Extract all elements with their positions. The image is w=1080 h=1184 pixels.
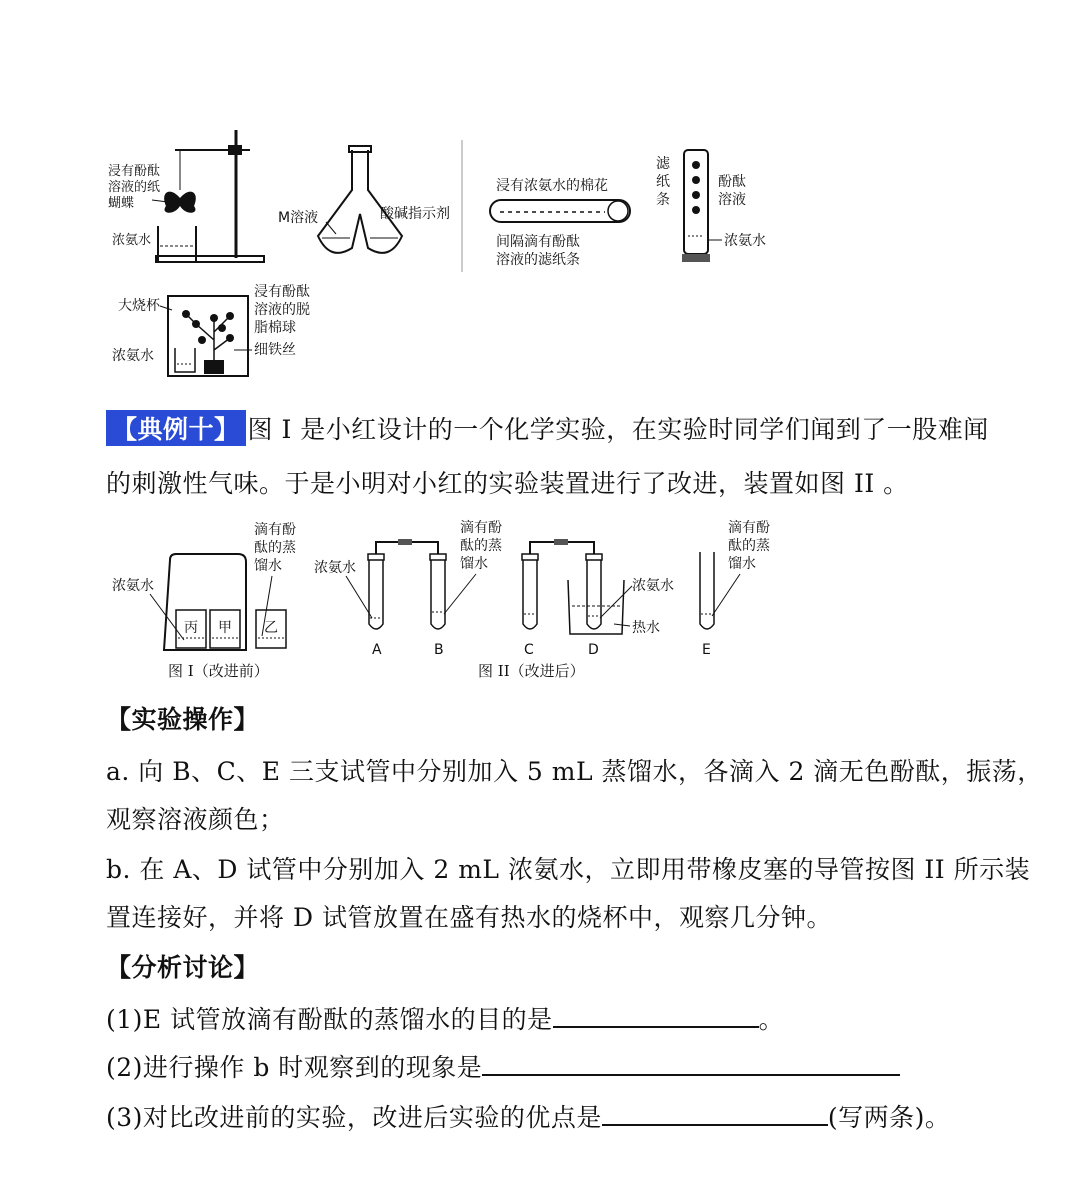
answer-blank-2[interactable]: [482, 1056, 900, 1076]
paper-butterfly-icon: [164, 192, 196, 213]
fig1-top-label-3: 馏水: [254, 558, 282, 574]
butterfly-beaker-label: 浓氨水: [112, 233, 152, 248]
answer-blank-3[interactable]: [602, 1106, 828, 1126]
question-2-text: (2)进行操作 b 时观察到的现象是: [106, 1053, 483, 1082]
example-line-1: [106, 410, 989, 446]
question-1-text: (1)E 试管放滴有酚酞的蒸馏水的目的是: [106, 1005, 553, 1034]
cup-label-yi: 乙: [264, 620, 278, 636]
example-badge: 【典例十】: [106, 410, 246, 446]
figure-1: [112, 522, 296, 680]
filter-strip-label-2: 溶液的滤纸条: [496, 252, 580, 268]
tube-label-c: C: [524, 642, 534, 658]
fig1-top-label-1: 滴有酚: [254, 522, 296, 538]
tube-label-e: E: [702, 642, 711, 658]
question-2: [106, 1048, 900, 1084]
big-beaker-label: 大烧杯: [118, 298, 160, 314]
horizontal-tube-apparatus: [490, 177, 630, 268]
filter-label-2: 纸: [656, 174, 670, 190]
tube-label-b: B: [434, 642, 444, 658]
hot-water-label: 热水: [632, 620, 660, 636]
tube-label-a: A: [372, 642, 382, 658]
fig2-b-label-1: 滴有酚: [460, 520, 502, 536]
cup-yi: [256, 610, 286, 648]
operation-a-line-2: 观察溶液颜色；: [106, 805, 285, 834]
tube-e-label-3: 馏水: [728, 556, 756, 572]
filter-strip-label-1: 间隔滴有酚酞: [496, 234, 580, 250]
tube-e-figure: [700, 520, 770, 658]
y-flask-apparatus: [278, 146, 450, 253]
operation-b-line-1: b. 在 A、D 试管中分别加入 2 mL 浓氨水，立即用带橡皮塞的导管按图 II 所示装: [106, 855, 1031, 884]
phenol-label-2: 溶液: [718, 192, 746, 208]
phenol-label-1: 酚酞: [718, 174, 746, 190]
butterfly-label-1: 浸有酚酞: [108, 164, 161, 179]
question-3-text: (3)对比改进前的实验，改进后实验的优点是: [106, 1103, 602, 1132]
cotton-ball-label-3: 脂棉球: [254, 320, 296, 336]
example-text-1: 图 I 是小红设计的一个化学实验，在实验时同学们闻到了一股难闻: [247, 415, 989, 444]
wire-label: 细铁丝: [254, 342, 296, 358]
operations-heading: 【实验操作】: [106, 705, 260, 734]
fig2-b-label-2: 酞的蒸: [460, 538, 502, 554]
top-figures: [0, 0, 1080, 400]
fig2-ammonia-right: 浓氨水: [632, 578, 674, 594]
cotton-ball-label-1: 浸有酚酞: [254, 284, 310, 300]
question-1-suffix: 。: [758, 1005, 785, 1034]
fig1-ammonia-label: 浓氨水: [112, 578, 154, 594]
cup-label-jia: 甲: [218, 620, 232, 636]
cup-jia: [210, 610, 240, 648]
operation-a-line-1: a. 向 B、C、E 三支试管中分别加入 5 mL 蒸馏水，各滴入 2 滴无色酚酞，振荡，: [106, 757, 1043, 786]
cotton-ammonia-label: 浸有浓氨水的棉花: [496, 178, 608, 194]
butterfly-apparatus: [108, 130, 264, 262]
discussion-heading: 【分析讨论】: [106, 953, 260, 982]
fig2-caption: 图 II（改进后）: [478, 662, 585, 680]
cup-bing: [176, 610, 206, 648]
filter-label-3: 条: [656, 192, 670, 208]
hot-water-beaker: [568, 580, 624, 634]
fig2-b-label-3: 馏水: [460, 556, 488, 572]
tube-e-label-1: 滴有酚: [728, 520, 770, 536]
question-1: [106, 1000, 784, 1036]
tube-c: [522, 554, 538, 658]
comparison-figures: [0, 510, 1080, 690]
figure-2: [314, 520, 674, 680]
tree-apparatus: [112, 283, 310, 376]
operation-b-line-2: 置连接好，并将 D 试管放置在盛有热水的烧杯中，观察几分钟。: [106, 903, 832, 932]
tube-a: [368, 554, 384, 658]
tree-ammonia-label: 浓氨水: [112, 348, 154, 364]
m-solution-label: M溶液: [278, 210, 319, 226]
example-line-2: 的刺激性气味。于是小明对小红的实验装置进行了改进，装置如图 II 。: [106, 469, 909, 498]
fig1-caption: 图 I（改进前）: [168, 662, 269, 680]
butterfly-label-3: 蝴蝶: [108, 196, 135, 211]
tube-e-label-2: 酞的蒸: [728, 538, 770, 554]
filter-label-1: 滤: [656, 156, 670, 172]
vertical-ammonia-label: 浓氨水: [724, 233, 766, 249]
tube-b: [430, 554, 446, 658]
cotton-icon: [608, 201, 628, 221]
butterfly-label-2: 溶液的纸: [108, 180, 161, 195]
question-3-suffix: (写两条)。: [827, 1103, 951, 1132]
vertical-tube-apparatus: [656, 150, 766, 262]
answer-blank-1[interactable]: [553, 1008, 759, 1028]
question-3: [106, 1098, 950, 1134]
tube-label-d: D: [588, 642, 599, 658]
fig1-top-label-2: 酞的蒸: [254, 540, 296, 556]
indicator-label: 酸碱指示剂: [380, 206, 450, 222]
fig2-ammonia-left: 浓氨水: [314, 560, 356, 576]
cotton-ball-label-2: 溶液的脱: [254, 302, 310, 318]
cup-label-bing: 丙: [184, 620, 198, 636]
